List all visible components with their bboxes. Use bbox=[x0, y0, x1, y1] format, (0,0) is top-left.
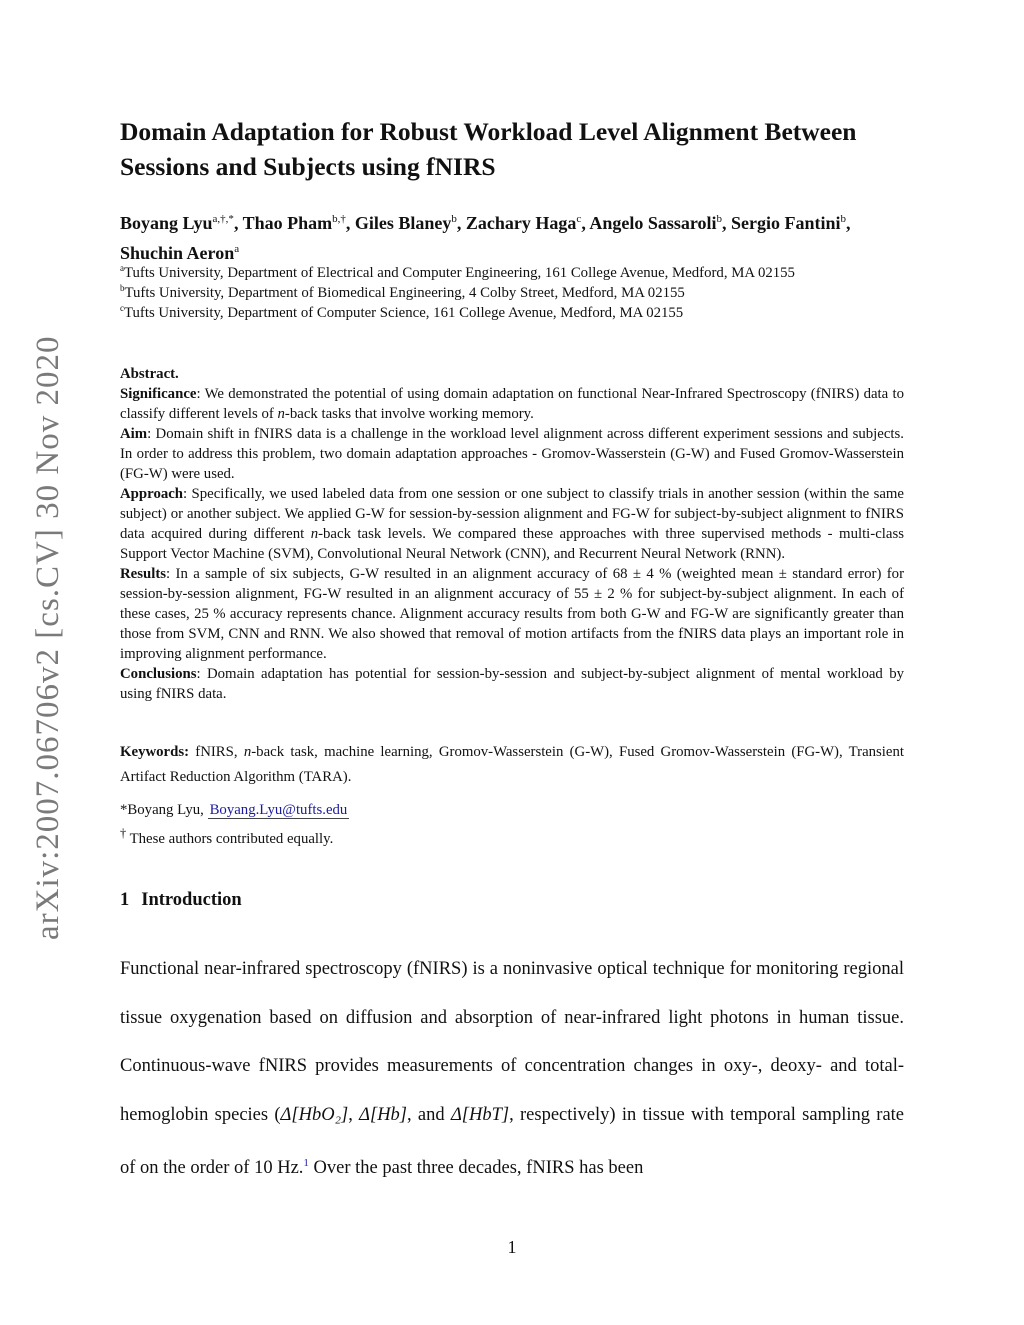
equal-contribution-note: † These authors contributed equally. bbox=[120, 826, 334, 847]
author-separator: , bbox=[233, 213, 243, 233]
author-affiliation-mark: a bbox=[234, 243, 240, 255]
corresponding-author: *Boyang Lyu, Boyang.Lyu@tufts.edu † These authors contributed equally. bbox=[120, 799, 349, 851]
author-name: Thao Pham bbox=[242, 213, 333, 233]
author-separator: , bbox=[846, 213, 851, 233]
author-separator: , bbox=[456, 213, 466, 233]
abstract-significance: Significance: We demonstrated the potential of using domain adaptation on functional Near-Infrared Spectroscopy (fNIRS) data to classify different levels of n-back tasks that involve working memory. bbox=[120, 386, 904, 422]
arxiv-identifier: arXiv:2007.06706v2 [cs.CV] 30 Nov 2020 bbox=[30, 335, 66, 940]
author-separator: , bbox=[722, 213, 732, 233]
footnote-ref[interactable]: 1 bbox=[303, 1157, 309, 1169]
author-affiliation-mark: b bbox=[451, 213, 457, 225]
author-email-link[interactable]: Boyang.Lyu@tufts.edu bbox=[209, 802, 348, 818]
author-affiliation-mark: b,† bbox=[332, 213, 346, 225]
keywords: Keywords: fNIRS, n-back task, machine learning, Gromov-Wasserstein (G-W), Fused Gromov-Wasserstein (FG-W), Transient Artifact Reduction Algorithm (TARA). bbox=[120, 744, 904, 785]
intro-paragraph: Functional near-infrared spectroscopy (fNIRS) is a noninvasive optical technique for monitoring regional tissue oxygenation based on diffusion and absorption of near-infrared light photons in human tissue. Continuous-wave fNIRS provides measurements of concentration changes in oxy-, deoxy- and total-hemoglobin species (Δ[HbO₂], Δ[Hb], and Δ[HbT], respectively) in tissue with temporal sampling rate of on the order of 10 Hz.$^1$ Over the past three decades, fNIRS has been bbox=[120, 959, 905, 1179]
author-affiliation-mark: a,†,* bbox=[212, 213, 234, 225]
author-name: Zachary Haga bbox=[465, 213, 577, 233]
author-name: Shuchin Aeron bbox=[120, 243, 235, 263]
author-name: Boyang Lyu bbox=[120, 213, 213, 233]
author-list bbox=[120, 206, 910, 266]
section-heading: 1 Introduction bbox=[120, 890, 242, 910]
author-name: Giles Blaney bbox=[354, 213, 452, 233]
abstract bbox=[120, 364, 904, 704]
author-separator: , bbox=[581, 213, 590, 233]
abstract-results: Results: In a sample of six subjects, G-W resulted in an alignment accuracy of 68 ± 4 % (weighted mean ± standard error) for session-by-session alignment, FG-W resulted in an alignment accuracy of 55 ± 2 % for subject-by-subject alignment. In each of these cases, 25 % accuracy represents chance. Alignment accuracy results from both G-W and FG-W are significantly greater than those from SVM, CNN and RNN. We also showed that removal of motion artifacts from the fNIRS data plays an important role in improving alignment performance. bbox=[120, 566, 904, 662]
author-name: Angelo Sassaroli bbox=[589, 213, 717, 233]
abstract-heading: Abstract. bbox=[120, 366, 179, 382]
page-number: 1 bbox=[507, 1237, 517, 1257]
author-affiliation-mark: c bbox=[576, 213, 582, 225]
author-name: Sergio Fantini bbox=[731, 213, 841, 233]
affiliation-a: $^a$Tufts University, Department of Electrical and Computer Engineering, 161 College Avenue, Medford, MA 02155 bbox=[120, 263, 795, 281]
affiliation-b: $^b$Tufts University, Department of Biomedical Engineering, 4 Colby Street, Medford, MA 02155 bbox=[120, 283, 685, 301]
author-affiliation-mark: b bbox=[716, 213, 723, 225]
paper-title: Domain Adaptation for Robust Workload Level Alignment Between Sessions and Subjects using fNIRS bbox=[120, 117, 857, 181]
abstract-approach: Approach: Specifically, we used labeled data from one session or one subject to classify trials in another session (within the same subject) or another subject. We applied G-W for session-by-session alignment and FG-W for subject-by-subject alignment to fNIRS data acquired during different n-back task levels. We compared these approaches with three supervised methods - multi-class Support Vector Machine (SVM), Convolutional Neural Network (CNN), and Recurrent Neural Network (RNN). bbox=[120, 486, 904, 562]
affiliation-c: $^c$Tufts University, Department of Computer Science, 161 College Avenue, Medford, MA 02155 bbox=[120, 303, 684, 321]
abstract-conclusions: Conclusions: Domain adaptation has potential for session-by-session and subject-by-subject alignment of mental workload by using fNIRS data. bbox=[120, 666, 904, 702]
author-affiliation-mark: b bbox=[840, 213, 847, 225]
author-separator: , bbox=[345, 213, 355, 233]
abstract-aim: Aim: Domain shift in fNIRS data is a challenge in the workload level alignment across different experiment sessions and subjects. In order to address this problem, two domain adaptation approaches - Gromov-Wasserstein (G-W) and Fused Gromov-Wasserstein (FG-W) were used. bbox=[120, 426, 904, 482]
